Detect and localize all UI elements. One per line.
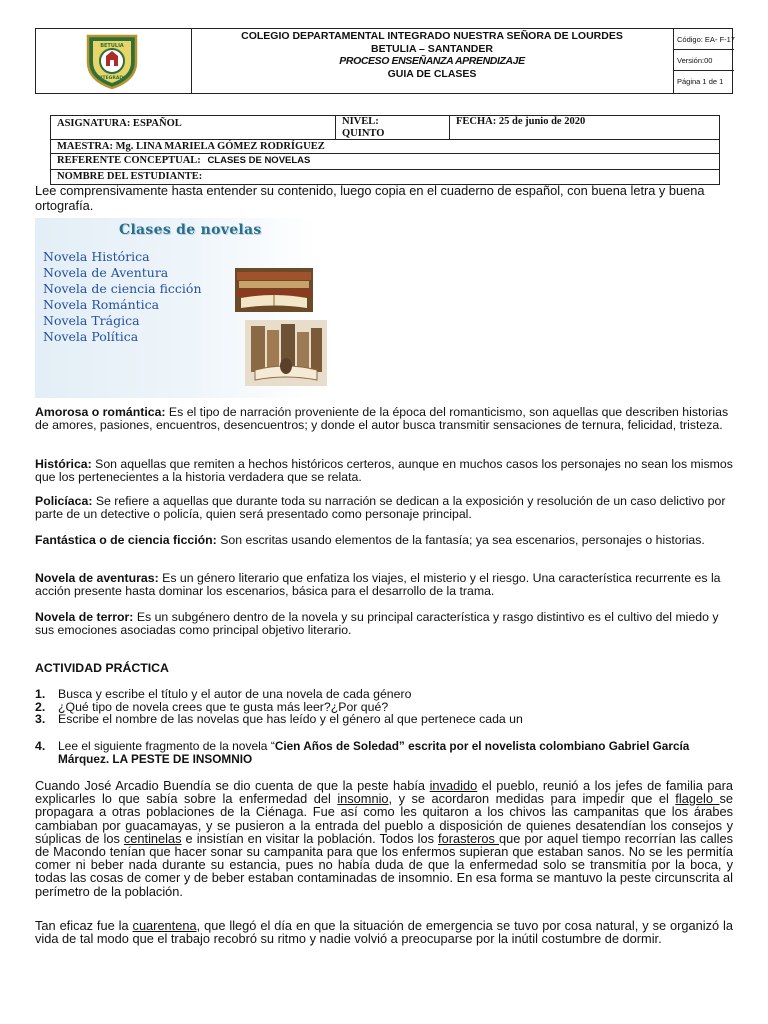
info-row-1 bbox=[51, 116, 719, 140]
reference-cell bbox=[51, 154, 719, 169]
definition-term: Amorosa o romántica: bbox=[35, 405, 166, 419]
info-table bbox=[50, 115, 720, 185]
activity-4-pre: Lee el siguiente fragmento de la novela “ bbox=[58, 739, 275, 753]
activity-list bbox=[35, 688, 733, 726]
fragment-paragraph-2 bbox=[35, 919, 733, 945]
info-row-2 bbox=[51, 140, 719, 154]
fragment-text: que por aquel tiempo recorrían las calles de Macondo tenían que hacer sonar su campanita para que los enfermos supieran que estaban sanos. No se les permitía comer ni beber nada durante su estancia, pues no había duda de que la enfermedad solo se transmitía por la boca, y todas las cosas de comer y de beber estaban contaminadas de insomnio. En esa forma se mantuvo la peste circunscrita al perímetro de la población. bbox=[35, 830, 733, 899]
doc-version: Versión:00 bbox=[674, 50, 734, 71]
svg-text:INTEGRADO: INTEGRADO bbox=[97, 76, 127, 81]
school-name: COLEGIO DEPARTAMENTAL INTEGRADO NUESTRA SEÑORA DE LOURDES bbox=[241, 30, 623, 42]
activity-heading: ACTIVIDAD PRÁCTICA bbox=[35, 661, 169, 675]
old-books-icon bbox=[245, 320, 327, 386]
header-meta-cell bbox=[674, 29, 734, 93]
activity-item-4 bbox=[35, 740, 733, 765]
definition-text: Son aquellas que remiten a hechos históricos certeros, aunque en muchos casos los personajes no sean los mismos que los pertenecientes a la historia verdadera que se relata. bbox=[35, 457, 733, 484]
definition-adventure bbox=[35, 572, 733, 597]
image-item: Novela Romántica bbox=[43, 297, 160, 312]
fragment-paragraph-1 bbox=[35, 779, 733, 898]
definition-text: Es un género literario que enfatiza los viajes, el misterio y el riesgo. Una característica recurrente es la acción presente hasta dominar los escenarios, básica para el desarrollo de la trama. bbox=[35, 571, 721, 598]
definition-fantasy bbox=[35, 534, 733, 547]
image-title: Clases de novelas bbox=[119, 222, 262, 238]
activity-num: 1. bbox=[35, 687, 46, 701]
info-row-4 bbox=[51, 170, 719, 184]
teacher-cell: MAESTRA: Mg. LINA MARIELA GÓMEZ RODRÍGUEZ bbox=[57, 141, 325, 152]
subject-cell: ASIGNATURA: ESPAÑOL bbox=[51, 116, 336, 139]
svg-text:BETULIA: BETULIA bbox=[100, 43, 124, 49]
underlined-word: invadido bbox=[429, 778, 478, 793]
fragment-text: Tan eficaz fue la bbox=[35, 918, 133, 933]
logo-cell bbox=[36, 29, 192, 93]
intro-text: Lee comprensivamente hasta entender su contenido, luego copia en el cuaderno de español, con buena letra y buena ortografía. bbox=[35, 183, 705, 213]
image-item: Novela Histórica bbox=[43, 249, 150, 264]
reference-label: REFERENTE CONCEPTUAL: bbox=[57, 155, 201, 166]
definition-term: Novela de aventuras: bbox=[35, 571, 159, 585]
activity-text: Escribe el nombre de las novelas que has leído y el género al que pertenece cada un bbox=[58, 712, 523, 726]
image-item: Novela Trágica bbox=[43, 313, 140, 328]
definition-term: Novela de terror: bbox=[35, 610, 134, 624]
definition-text: Son escritas usando elementos de la fantasía; ya sea escenarios, personajes o historias. bbox=[216, 533, 705, 547]
definition-text: Es un subgénero dentro de la novela y su principal característica y rasgo distintivo es el cultivo del miedo y sus emociones asociadas como principal objetivo literario. bbox=[35, 610, 719, 637]
info-row-3 bbox=[51, 154, 719, 170]
activity-num: 3. bbox=[35, 712, 46, 726]
document-header bbox=[35, 28, 733, 94]
novel-types-image bbox=[35, 218, 319, 398]
activity-text: ¿Qué tipo de novela crees que te gusta más leer?¿Por qué? bbox=[58, 699, 389, 714]
definition-term: Histórica: bbox=[35, 457, 92, 471]
underlined-word: insomnio bbox=[337, 791, 389, 807]
activity-text: Busca y escribe el título y el autor de una novela de cada género bbox=[58, 687, 412, 701]
student-name-cell: NOMBRE DEL ESTUDIANTE: bbox=[57, 171, 203, 182]
level-cell bbox=[336, 116, 450, 139]
fragment-text: , que llegó el día en que la situación de emergencia se tuvo por cosa natural, y se organizó la vida de tal modo que el trabajo recobró su ritmo y nadie volvió a preocuparse por la inútil costumbre de dormir. bbox=[35, 918, 733, 947]
activity-4-bold: Cien Años de Soledad” escrita por el novelista colombiano Gabriel García Márquez. LA PESTE DE INSOMNIO bbox=[58, 739, 690, 766]
fragment-text: Cuando José Arcadio Buendía se dio cuenta de que la peste había bbox=[35, 778, 430, 793]
books-stack-icon bbox=[235, 268, 313, 312]
doc-page: Página 1 de 1 bbox=[677, 77, 724, 86]
doc-code: Código: EA- F-17 bbox=[674, 29, 734, 50]
activity-num: 2. bbox=[35, 699, 46, 714]
definition-historic bbox=[35, 458, 733, 483]
underlined-word: forasteros bbox=[438, 830, 499, 846]
fragment-text: e insistían en visitar la población. Todos los bbox=[181, 830, 439, 846]
header-title-cell bbox=[191, 29, 674, 93]
definition-text: Es el tipo de narración proveniente de la época del romanticismo, son aquellas que describen historias de amores, pasiones, encuentros, desencuentros; y donde el autor busca transmitir sensaciones de ternura, felicidad, tristeza. bbox=[35, 405, 729, 432]
date-cell: FECHA: 25 de junio de 2020 bbox=[456, 116, 586, 127]
guide-title: GUIA DE CLASES bbox=[387, 67, 477, 80]
image-item: Novela Política bbox=[43, 329, 139, 344]
level-label: NIVEL: bbox=[342, 116, 379, 127]
underlined-word: flagelo bbox=[675, 791, 720, 807]
school-city: BETULIA – SANTANDER bbox=[371, 42, 493, 55]
definition-terror bbox=[35, 611, 733, 636]
activity-item bbox=[35, 713, 733, 726]
definition-term: Policíaca: bbox=[35, 494, 93, 508]
process-name: PROCESO ENSEÑANZA APRENDIZAJE bbox=[339, 55, 525, 67]
fragment-text: el pueblo, reunió a los jefes de familia para explicarles lo que sabía sobre la enfermedad del bbox=[35, 778, 733, 807]
definition-romantic bbox=[35, 406, 733, 431]
image-item: Novela de Aventura bbox=[43, 265, 169, 280]
activity-4-text bbox=[58, 740, 733, 765]
fragment-text: se propagara a otras poblaciones de la Ciénaga. Fue así como les quitaron a los chivos las campanitas que los árabes cambiaban por guacamayas, y se pusieron a la entrada del pueblo a disposición de quienes desatendían los consejos y súplicas de los bbox=[35, 791, 734, 846]
school-crest-icon bbox=[84, 32, 140, 90]
activity-num: 4. bbox=[35, 739, 46, 753]
image-item: Novela de ciencia ficción bbox=[43, 281, 202, 296]
underlined-word: cuarentena bbox=[132, 918, 197, 933]
definition-police bbox=[35, 495, 733, 520]
underlined-word: centinelas bbox=[123, 830, 182, 846]
reference-value: CLASES DE NOVELAS bbox=[207, 155, 311, 166]
definition-term: Fantástica o de ciencia ficción: bbox=[35, 533, 217, 547]
fragment-text: , y se acordaron medidas para impedir que el bbox=[388, 791, 676, 807]
level-value: QUINTO bbox=[342, 128, 385, 139]
definition-text: Se refiere a aquellas que durante toda su narración se dedican a la exposición y resolución de un caso delictivo por parte de un detective o policía, quien será presentado como personaje principal. bbox=[35, 494, 726, 521]
activity-item bbox=[35, 688, 733, 701]
